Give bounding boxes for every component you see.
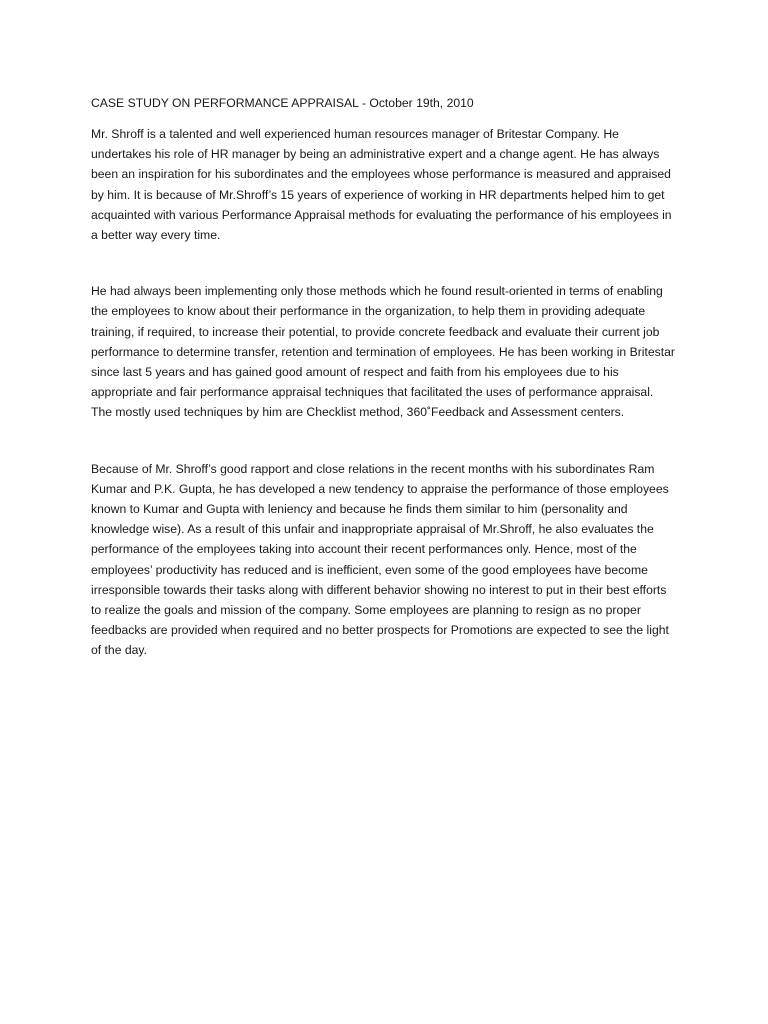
document-title-line [91, 93, 676, 113]
document-title-date: - October 19th, 2010 [358, 96, 474, 110]
document-title: CASE STUDY ON PERFORMANCE APPRAISAL [91, 96, 359, 110]
paragraph-1: Mr. Shroff is a talented and well experienced human resources manager of Britestar Company. He undertakes his role of HR manager by being an administrative expert and a change agent. He has always been an inspiration for his subordinates and the employees whose performance is measured and appraised by him. It is because of Mr.Shroff’s 15 years of experience of working in HR departments helped him to get acquainted with various Performance Appraisal methods for evaluating the performance of his employees in a better way every time. [91, 127, 672, 243]
paragraph-2: He had always been implementing only those methods which he found result-oriented in terms of enabling the employees to know about their performance in the organization, to help them in providing adequate training, if required, to increase their potential, to provide concrete feedback and evaluate their current job performance to determine transfer, retention and termination of employees. He has been working in Britestar since last 5 years and has gained good amount of respect and faith from his employees due to his appropriate and fair performance appraisal techniques that facilitated the uses of performance appraisal. The mostly used techniques by him are Checklist method, 360˚Feedback and Assessment centers. [91, 284, 675, 420]
paragraph-3: Because of Mr. Shroff’s good rapport and close relations in the recent months with his subordinates Ram Kumar and P.K. Gupta, he has developed a new tendency to appraise the performance of those employees known to Kumar and Gupta with leniency and because he finds them similar to him (personality and knowledge wise). As a result of this unfair and inappropriate appraisal of Mr.Shroff, he also evaluates the performance of the employees taking into account their recent performances only. Hence, most of the employees’ productivity has reduced and is inefficient, even some of the good employees have become irresponsible towards their tasks along with different behavior showing no interest to put in their best efforts to realize the goals and mission of the company. Some employees are planning to resign as no proper feedbacks are provided when required and no better prospects for Promotions are expected to see the light of the day. [91, 461, 669, 658]
